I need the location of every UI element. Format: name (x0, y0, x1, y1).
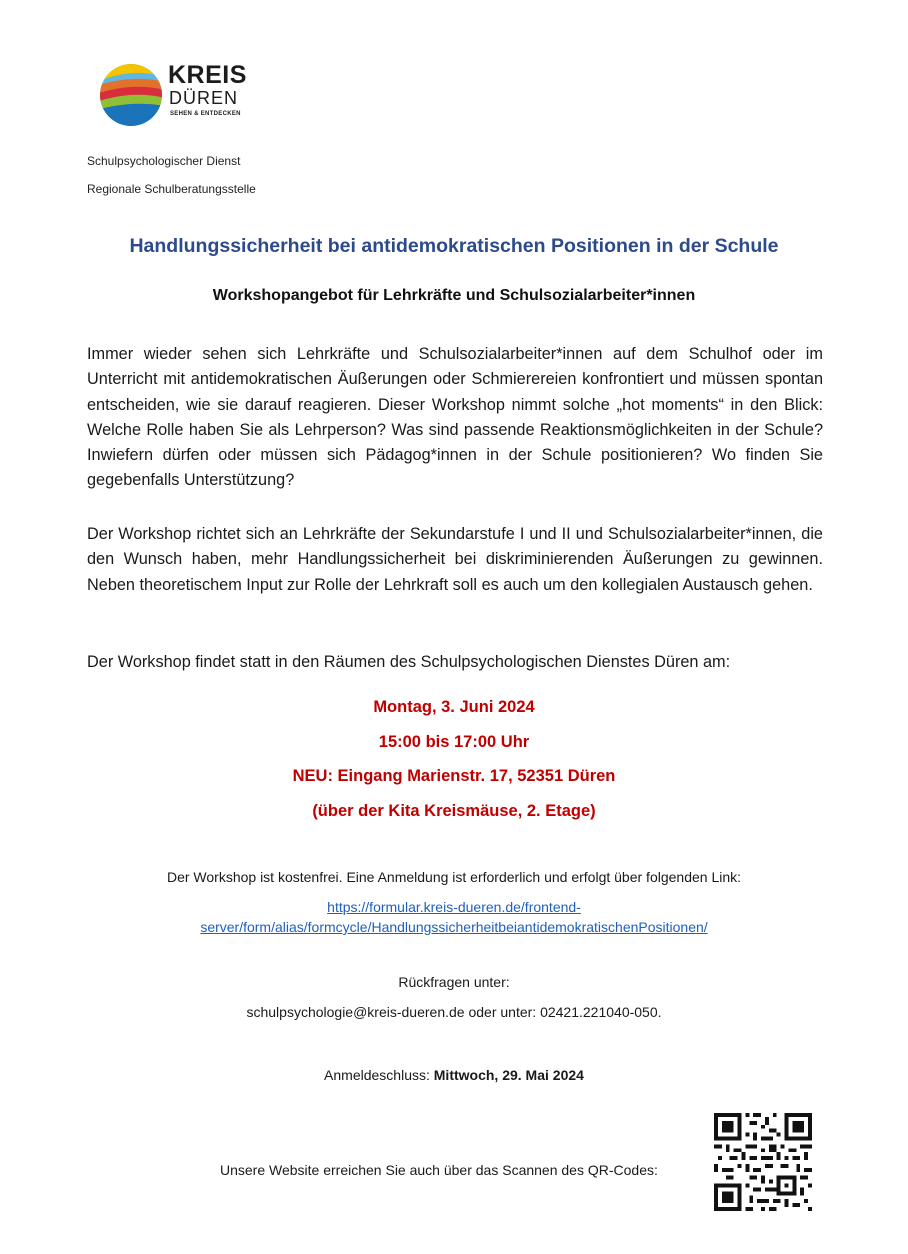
deadline-label: Anmeldeschluss: (324, 1067, 434, 1083)
contact-label: Rückfragen unter: (398, 974, 510, 990)
registration-text: Der Workshop ist kostenfrei. Eine Anmeldung ist erforderlich und erfolgt über folgenden Link: (166, 869, 742, 885)
audience-paragraph: Der Workshop richtet sich an Lehrkräfte der Sekundarstufe I und II und Schulsozialarbeiter*innen, die den Wunsch haben, mehr Handlungssicherheit bei diskriminierenden Äußerungen zu gewinnen. Neben theoretischem Input zur Rolle der Lehrkraft soll es auch um den kollegialen Austausch gehen. (87, 525, 823, 594)
intro-paragraph: Immer wieder sehen sich Lehrkräfte und Schulsozialarbeiter*innen auf dem Schulhof oder im Unterricht mit antidemokratischen Äußerungen oder Schmierereien konfrontiert und müssen spontan entscheiden, wie sie darauf reagieren. Dieser Workshop nimmt solche „hot moments“ in den Blick: Welche Rolle haben Sie als Lehrperson? Was sind passende Reaktionsmöglichkeiten in der Schule? Inwiefern dürfen oder müssen sich Pädagog*innen in der Schule positionieren? Wo finden Sie gegebenfalls Unterstützung? (87, 345, 823, 490)
logo-text-kreis: KREIS (168, 61, 247, 89)
page-title: Handlungssicherheit bei antidemokratischen Positionen in der Schule (129, 235, 779, 257)
logo-text-dueren: DÜREN (169, 88, 239, 108)
event-time: 15:00 bis 17:00 Uhr (378, 733, 530, 751)
registration-link-line2[interactable]: server/form/alias/formcycle/HandlungssicherheitbeiantidemokratischenPositionen/ (200, 919, 708, 935)
registration-link[interactable] (0, 899, 908, 915)
deadline (0, 1067, 908, 1083)
kreis-dueren-logo (96, 58, 246, 132)
logo-emblem-icon (96, 60, 166, 130)
venue-paragraph: Der Workshop findet statt in den Räumen des Schulpsychologischen Dienstes Düren am: (87, 653, 731, 671)
logo-tagline: SEHEN & ENTDECKEN (170, 111, 241, 117)
qr-code-icon[interactable] (714, 1113, 812, 1211)
registration-link-cont[interactable] (0, 919, 908, 935)
event-location: NEU: Eingang Marienstr. 17, 52351 Düren (292, 767, 616, 785)
event-location-note: (über der Kita Kreismäuse, 2. Etage) (312, 802, 596, 820)
contact-details: schulpsychologie@kreis-dueren.de oder unter: 02421.221040-050. (246, 1004, 662, 1020)
website-note: Unsere Website erreichen Sie auch über das Scannen des QR-Codes: (220, 1162, 658, 1178)
event-date: Montag, 3. Juni 2024 (373, 698, 535, 716)
office-name: Regionale Schulberatungsstelle (87, 182, 256, 196)
page-subtitle: Workshopangebot für Lehrkräfte und Schulsozialarbeiter*innen (212, 287, 696, 304)
deadline-value: Mittwoch, 29. Mai 2024 (433, 1067, 584, 1083)
registration-link-line1[interactable]: https://formular.kreis-dueren.de/frontend- (327, 899, 581, 915)
department-name: Schulpsychologischer Dienst (87, 154, 241, 168)
